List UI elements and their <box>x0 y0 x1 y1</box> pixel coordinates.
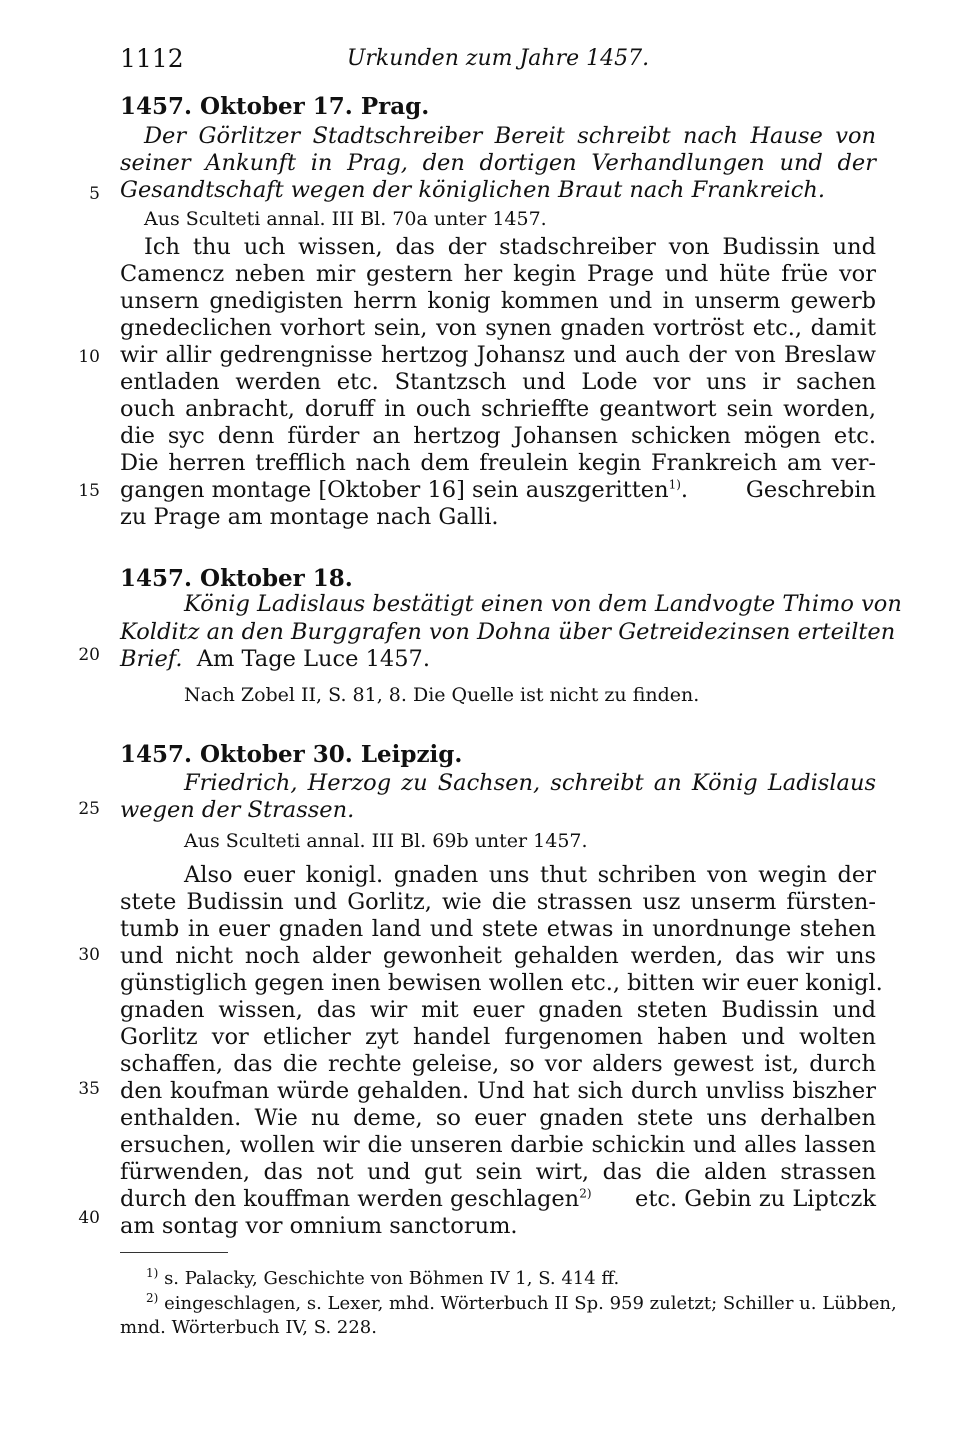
entry-source: Nach Zobel II, S. 81, 8. Die Quelle ist nicht zu finden. <box>184 684 700 706</box>
text-line: am sontag vor omnium sanctorum. <box>120 1213 518 1239</box>
footnote-mark: 2) <box>146 1291 159 1305</box>
footnote <box>146 1265 876 1292</box>
text-line: günstiglich gegen inen bewisen wollen etc., bitten wir euer konigl. <box>120 970 883 996</box>
text-line: tumb in euer gnaden land und stete etwas in unordnunge stehen <box>120 916 876 942</box>
footnote <box>146 1290 897 1317</box>
line-number: 35 <box>78 1079 100 1099</box>
text-line: ouch anbracht, doruff in ouch schrieffte geantwort sein worden, <box>120 396 876 422</box>
entry-heading: 1457. Oktober 17. Prag. <box>120 93 430 120</box>
entry-summary-line: seiner Ankunft in Prag, den dortigen Verhandlungen und der <box>120 150 876 176</box>
text-line: schaffen, das die rechte geleise, so vor alders gewest ist, durch <box>120 1051 876 1077</box>
text-line: Camencz neben mir gestern her kegin Prage und hüte früe vor <box>120 261 876 287</box>
text-line: wir allir gedrengnisse hertzog Johansz und auch der von Breslaw <box>120 342 876 368</box>
footnote-rule <box>120 1252 228 1253</box>
summary-fragment: Brief. <box>120 646 183 672</box>
line-number: 20 <box>78 645 100 665</box>
text-line: den koufman würde gehalden. Und hat sich durch unvliss biszher <box>120 1078 876 1104</box>
page-number: 1112 <box>120 44 184 73</box>
entry-summary-line <box>120 646 876 673</box>
text-line: enthalden. Wie nu deme, so euer gnaden stete uns derhalben <box>120 1105 876 1131</box>
text-fragment: gangen montage [Oktober 16] sein auszgeritten <box>120 477 669 503</box>
line-number: 10 <box>78 347 100 367</box>
text-line: entladen werden etc. Stantzsch und Lode vor uns ir sachen <box>120 369 876 395</box>
text-line: Ich thu uch wissen, das der stadschreiber von Budissin und <box>144 234 876 260</box>
entry-source: Aus Sculteti annal. III Bl. 70a unter 1457. <box>144 208 547 230</box>
line-number: 30 <box>78 945 100 965</box>
text-line-with-note <box>120 1186 876 1213</box>
text-line: die syc denn fürder an hertzog Johansen schicken mögen etc. <box>120 423 876 449</box>
line-number: 5 <box>89 184 100 204</box>
text-line: gnaden wissen, das wir mit euer gnaden steten Budissin und <box>120 997 876 1023</box>
text-fragment: etc. Gebin zu Liptczk <box>635 1186 876 1212</box>
text-line: Also euer konigl. gnaden uns thut schriben von wegin der <box>184 862 876 888</box>
footnote-mark[interactable]: 1) <box>668 477 681 492</box>
text-line: Die herren trefflich nach dem freulein kegin Frankreich am ver- <box>120 450 876 476</box>
page-header <box>120 44 876 76</box>
line-number: 15 <box>78 481 100 501</box>
footnote-mark[interactable]: 2) <box>579 1186 592 1201</box>
entry-summary-line: Friedrich, Herzog zu Sachsen, schreibt an König Ladislaus <box>184 770 876 796</box>
footnote-text: s. Palacky, Geschichte von Böhmen IV 1, S. 414 ff. <box>164 1268 620 1289</box>
text-line: unsern gnedigisten herrn konig kommen und in unserm gewerb <box>120 288 876 314</box>
text-line: ersuchen, wollen wir die unseren darbie schickin und alles lassen <box>120 1132 876 1158</box>
entry-heading: 1457. Oktober 30. Leipzig. <box>120 741 463 768</box>
entry-summary-line: Der Görlitzer Stadtschreiber Bereit schreibt nach Hause von <box>144 123 876 149</box>
summary-date: Am Tage Luce 1457. <box>196 646 430 672</box>
text-line: Gorlitz vor etlicher zyt handel furgenomen haben und wolten <box>120 1024 876 1050</box>
text-line: stete Budissin und Gorlitz, wie die strassen usz unserm fürsten- <box>120 889 876 915</box>
line-number: 25 <box>78 799 100 819</box>
footnote-mark: 1) <box>146 1266 159 1280</box>
text-line: und nicht noch alder gewonheit gehalden werden, das wir uns <box>120 943 876 969</box>
footnote-text: eingeschlagen, s. Lexer, mhd. Wörterbuch II Sp. 959 zuletzt; Schiller u. Lübben, <box>164 1293 897 1314</box>
text-line-with-note: gangen montage [Oktober 16] sein auszgeritten$^{1)}$. Geschrebin <box>120 477 876 503</box>
running-head: Urkunden zum Jahre 1457. <box>346 46 650 71</box>
entry-summary-line: König Ladislaus bestätigt einen von dem Landvogte Thimo von <box>184 591 902 617</box>
entry-summary-line: Kolditz an den Burggrafen von Dohna über Getreidezinsen erteilten <box>120 619 896 645</box>
entry-heading: 1457. Oktober 18. <box>120 565 353 592</box>
entry-summary-line: Gesandtschaft wegen der königlichen Braut nach Frankreich. <box>120 177 825 203</box>
text-fragment: durch den kouffman werden geschlagen <box>120 1186 580 1212</box>
text-line: zu Prage am montage nach Galli. <box>120 504 499 530</box>
text-line: gnedeclichen vorhort sein, von synen gnaden vortröst etc., damit <box>120 315 876 341</box>
entry-summary-line: wegen der Strassen. <box>120 797 355 823</box>
footnote-continuation: mnd. Wörterbuch IV, S. 228. <box>120 1317 377 1338</box>
text-fragment: Geschrebin <box>745 477 876 503</box>
text-line: fürwenden, das not und gut sein wirt, das die alden strassen <box>120 1159 876 1185</box>
entry-source: Aus Sculteti annal. III Bl. 69b unter 1457. <box>184 830 588 852</box>
line-number: 40 <box>78 1208 100 1228</box>
